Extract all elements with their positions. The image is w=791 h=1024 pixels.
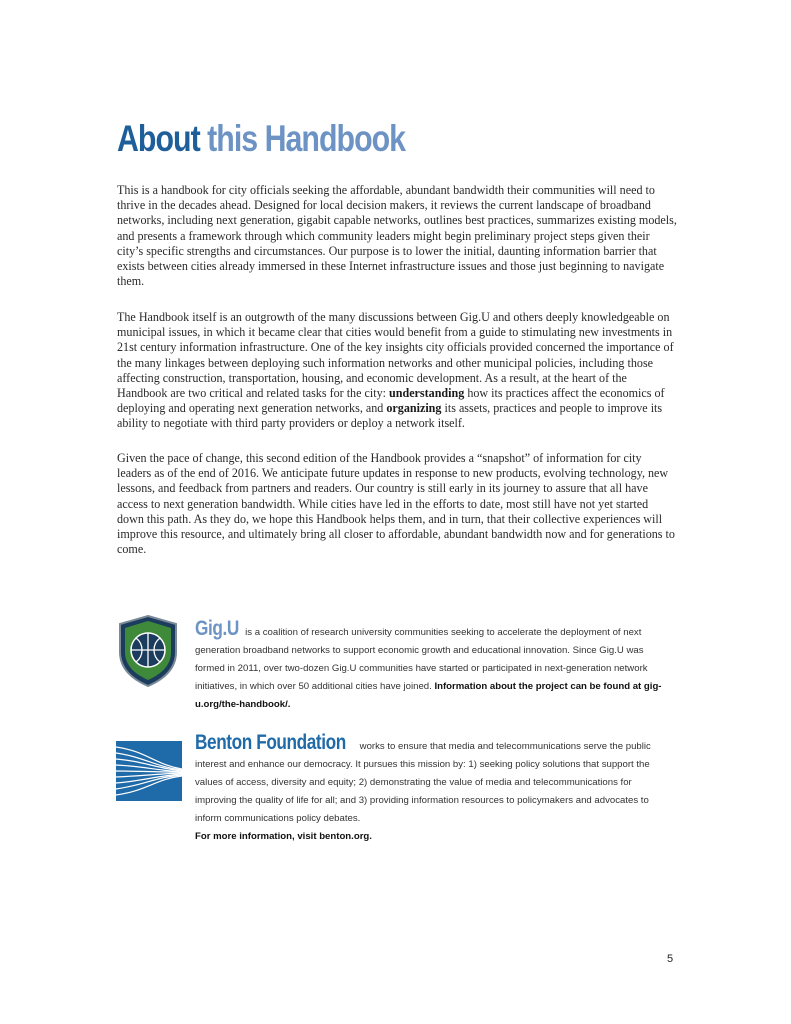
gigu-description	[195, 617, 675, 714]
edition-paragraph: Given the pace of change, this second edition of the Handbook provides a “snapshot” of information for city leaders as of the end of 2016. We anticipate future updates in response to new products, evolving technology, new lessons, and feedback from partners and readers. Our country is still early in its journey to assure that all have access to next generation bandwidth. While cities have led in the efforts to date, most still have not yet started down this path. As they do, we hope this Handbook helps them, and in turn, that their collective experiences will improve this resource, and ultimately bring all closer to affordable, abundant bandwidth now and for generations to come.	[117, 451, 675, 557]
title-word-about: About	[117, 118, 200, 159]
outgrowth-paragraph	[117, 310, 677, 432]
intro-paragraph: This is a handbook for city officials seeking the affordable, abundant bandwidth their communities will need to thrive in the decades ahead. Designed for local decision makers, it reviews the current landscape of broadband networks, including next generation, gigabit capable networks, outlines best practices, summarizes existing models, and presents a framework through which community leaders might begin preliminary project steps given their city’s specific strengths and circumstances. Our purpose is to lower the initial, daunting information barrier that exists between cities already immersed in these Internet infrastructure issues and those just beginning to navigate them.	[117, 183, 677, 289]
gigu-shield-logo	[116, 614, 180, 693]
gigu-shield-icon	[116, 614, 180, 688]
gigu-description-text: is a coalition of research university communities seeking to accelerate the deployment of next generation broadband networks to support economic growth and educational innovation. Since Gig.U was formed in 2011, over two-dozen Gig.U communities have started or participated in next-generation network initiatives, in which over 50 additional cities have joined.	[195, 627, 648, 692]
benton-lines-icon	[116, 741, 182, 801]
benton-description-text: works to ensure that media and telecommunications serve the public interest and enhance our democracy. It pursues this mission by: 1) seeking policy solutions that support the values of access, diversity and equity; 2) demonstrating the value of media and telecommunications for improving the quality of life for all; and 3) providing information resources to policymakers and advocates to inform communications policy debates.	[195, 741, 651, 824]
understanding-emphasis: understanding	[389, 386, 465, 401]
gigu-info-link-text: Information about the project can be found at gig-u.org/the-handbook/.	[195, 681, 662, 710]
outgrowth-text-c: its assets, practices and people to improve its ability to negotiate with third party providers or deploy a network itself.	[117, 401, 663, 431]
organizing-emphasis: organizing	[386, 401, 442, 416]
benton-name: Benton Foundation	[195, 731, 346, 754]
benton-description	[195, 731, 675, 846]
outgrowth-text-a: The Handbook itself is an outgrowth of the many discussions between Gig.U and others deeply knowledgeable on municipal issues, in which it became clear that cities would benefit from a guide to stimulating new investments in 21st century information infrastructure. One of the key insights city officials provided concerned the importance of the many linkages between deploying such information networks and other municipal policies, including those affecting construction, transportation, housing, and economic development. As a result, at the heart of the Handbook are two critical and related tasks for the city:	[117, 310, 674, 401]
outgrowth-text-b: how its practices affect the economics of deploying and operating next generation networks, and	[117, 386, 665, 416]
benton-foundation-logo	[116, 741, 182, 806]
page-title	[117, 118, 405, 160]
gigu-name: Gig.U	[195, 617, 239, 640]
benton-info-link-text: For more information, visit benton.org.	[195, 831, 372, 842]
title-words-this-handbook: this Handbook	[207, 118, 406, 159]
page-number: 5	[667, 953, 674, 965]
